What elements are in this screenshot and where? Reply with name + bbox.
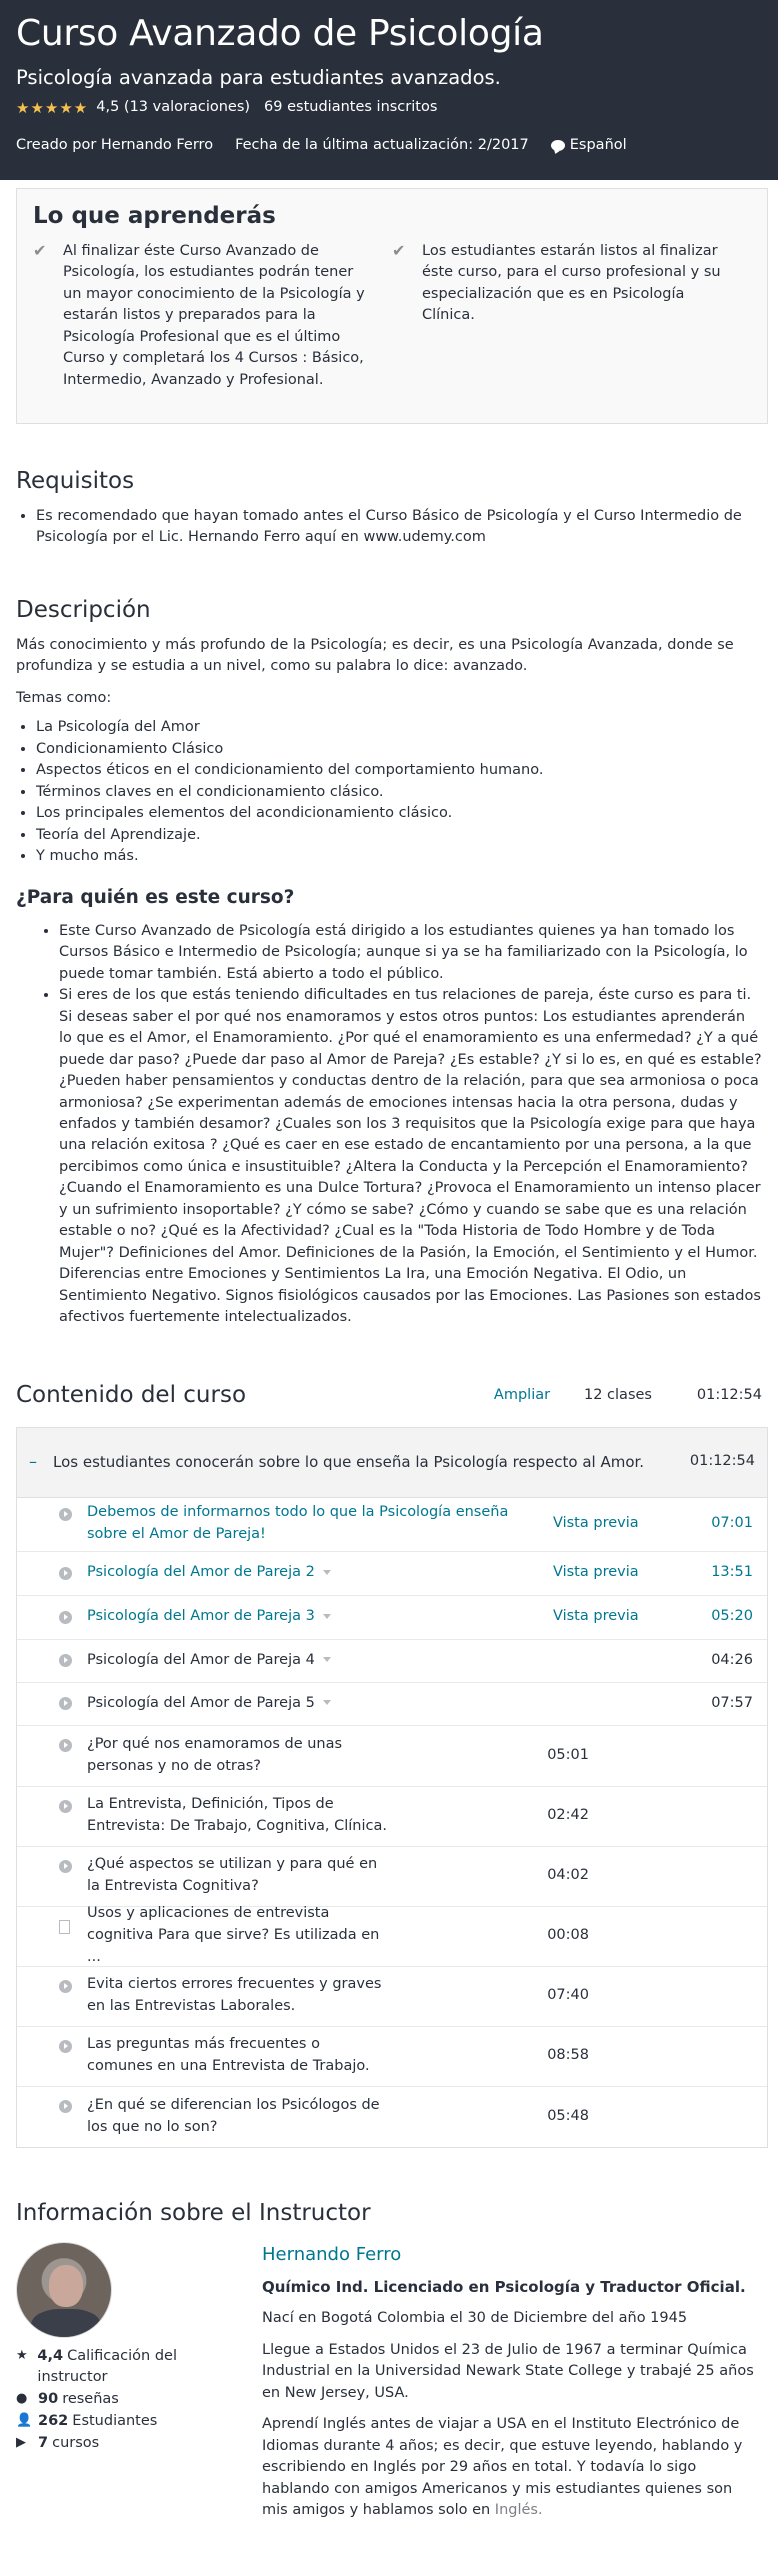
bio-paragraph: Aprendí Inglés antes de viajar a USA en el Instituto Electrónico de Idiomas durante 4 años; es decir, que estuve leyendo, hablando y escribiendo en Inglés por 29 años en total. Y todavía lo sigo hablando con amigos Americanos y mis estudiantes quienes son mis amigos y hablamos solo en Inglés. xyxy=(262,2416,743,2518)
rating-row xyxy=(16,97,762,119)
play-icon xyxy=(59,1800,72,1813)
lecture-duration: 05:20 xyxy=(711,1608,753,1625)
chapter-duration: 01:12:54 xyxy=(689,1453,755,1470)
topic-item: • Términos claves en el condicionamiento clásico. xyxy=(36,782,762,803)
bio-paragraph: Nací en Bogotá Colombia el 30 de Diciembre del año 1945 xyxy=(262,2310,688,2327)
lecture-duration: 05:01 xyxy=(547,1746,589,1763)
preview-link[interactable]: Vista previa xyxy=(553,1608,639,1625)
instructor-stats xyxy=(16,2346,246,2455)
topic-item: • Y mucho más. xyxy=(36,846,762,867)
avatar-shirt xyxy=(31,2309,101,2338)
avatar-face xyxy=(49,2265,83,2307)
chapter-title: Los estudiantes conocerán sobre lo que enseña la Psicología respecto al Amor. xyxy=(53,1452,645,1471)
lecture-row[interactable] xyxy=(17,1967,767,2027)
created-by xyxy=(16,135,213,156)
stat-courses: ▶ 7 cursos xyxy=(16,2434,100,2451)
lecture-title[interactable]: ¿Por qué nos enamoramos de unas personas y no de otras? xyxy=(87,1735,343,1774)
chevron-down-icon[interactable] xyxy=(323,1657,331,1662)
stat-students: 👤 262 Estudiantes xyxy=(16,2412,158,2429)
topic-item: • Aspectos éticos en el condicionamiento del comportamiento humano. xyxy=(36,760,762,781)
lecture-duration: 04:26 xyxy=(711,1651,753,1668)
lecture-row[interactable] xyxy=(17,1683,767,1726)
lecture-duration: 02:42 xyxy=(547,1807,589,1824)
course-content-header xyxy=(0,1378,778,1412)
collapse-icon[interactable]: – xyxy=(29,1452,37,1472)
what-you-learn-box xyxy=(16,188,768,424)
check-icon: ✔ xyxy=(392,241,406,261)
chevron-down-icon[interactable] xyxy=(323,1614,331,1619)
learn-item-text: Los estudiantes estarán listos al finalizar éste curso, para el curso profesional y su especialización que es en Psicología Clínica. xyxy=(422,243,721,324)
audience-item: • Este Curso Avanzado de Psicología está dirigido a los estudiantes quienes ya han tomado los Cursos Básico e Intermedio de Psicología; aunque si ya se ha familiarizado con la Psicología, lo puede tomar también. Está abierto a todo el público. xyxy=(59,921,762,985)
lecture-duration: 00:08 xyxy=(547,1927,589,1944)
lecture-title[interactable]: Psicología del Amor de Pareja 5 xyxy=(59,1693,553,1715)
play-icon xyxy=(59,1611,72,1624)
user-icon: 👤 xyxy=(16,2412,33,2428)
course-header xyxy=(0,0,778,180)
lecture-title[interactable]: Evita ciertos errores frecuentes y graves en las Entrevistas Laborales. xyxy=(87,1976,382,2015)
course-subtitle: Psicología avanzada para estudiantes avanzados. xyxy=(16,66,501,90)
learn-title: Lo que aprenderás xyxy=(33,203,276,229)
content-title: Contenido del curso xyxy=(16,1382,247,1409)
topics-label: Temas como: xyxy=(16,689,112,706)
preview-link[interactable]: Vista previa xyxy=(553,1515,639,1532)
lecture-title[interactable]: Psicología del Amor de Pareja 4 xyxy=(59,1650,553,1672)
star-icon: ★ xyxy=(16,2347,28,2363)
lecture-row[interactable] xyxy=(17,1847,767,1907)
lecture-row[interactable] xyxy=(17,2087,767,2147)
rating-text[interactable]: 4,5 (13 valoraciones) xyxy=(96,98,251,115)
lecture-title[interactable]: ¿Qué aspectos se utilizan y para qué en la Entrevista Cognitiva? xyxy=(87,1856,378,1895)
play-icon xyxy=(59,1980,72,1993)
lecture-title[interactable]: Psicología del Amor de Pareja 2 xyxy=(59,1562,553,1584)
instructor-name-link[interactable]: Hernando Ferro xyxy=(262,2243,402,2265)
learn-item-text: Al finalizar éste Curso Avanzado de Psicología, los estudiantes podrán tener un mayor conocimiento de la Psicología y estarán listos y preparados para la Psicología Profesional que es el último Curso y completará los 4 Cursos : Básico, Intermedio, Avanzado y Profesional. xyxy=(63,243,365,388)
requirements-title: Requisitos xyxy=(16,468,135,494)
play-icon xyxy=(59,2040,72,2053)
author-link[interactable]: Hernando Ferro xyxy=(100,136,214,153)
description-title: Descripción xyxy=(16,596,151,623)
star-rating-icon: ★★★★★ xyxy=(16,98,89,117)
meta-row xyxy=(16,135,762,156)
course-title: Curso Avanzado de Psicología xyxy=(16,13,544,54)
stat-reviews: ● 90 reseñas xyxy=(16,2391,119,2408)
lecture-duration: 07:57 xyxy=(711,1694,753,1711)
lecture-row[interactable] xyxy=(17,1726,767,1787)
instructor-job-title: Químico Ind. Licenciado en Psicología y Traductor Oficial. xyxy=(262,2278,746,2297)
avatar[interactable] xyxy=(16,2242,112,2338)
enrolled-count: 69 estudiantes inscritos xyxy=(264,98,438,115)
last-updated: Fecha de la última actualización: 2/2017 xyxy=(235,136,529,153)
lecture-duration: 04:02 xyxy=(547,1867,589,1884)
chevron-down-icon[interactable] xyxy=(323,1700,331,1705)
lecture-duration: 05:48 xyxy=(547,2107,589,2124)
description-section xyxy=(0,593,778,1329)
lecture-row[interactable] xyxy=(17,1907,767,1967)
topic-item: • Condicionamiento Clásico xyxy=(36,739,762,760)
audience-item: • Si eres de los que estás teniendo dificultades en tus relaciones de pareja, éste curso es para ti. Si deseas saber el por qué nos enamoramos y estos otros puntos: Los estudiantes aprenderán lo que es el Amor, el Enamoramiento. ¿Por qué el enamoramiento es una enfermedad? ¿Y a qué puede dar paso? ¿Puede dar paso al Amor de Pareja? ¿Es estable? ¿Y si lo es, en qué es estable? ¿Pueden haber pensamientos y conductas dentro de la relación, para que sea armoniosa o poca armoniosa? ¿Se experimentan además de emociones intensas hacia la otra persona, dudas y enfados y también desamor? ¿Cuales son los 3 requisitos que la Psicología exige para que haya una relación exitosa ? ¿Qué es caer en ese estado de encantamiento por una persona, a la que percibimos como única e insustituible? ¿Altera la Conducta y la Percepción el Enamoramiento? ¿Cuando el Enamoramiento es una Dulce Tortura? ¿Provoca el Enamoramiento un intenso placer y un sufrimiento insoportable? ¿Y cómo se sabe? ¿Cómo y cuando se sabe que es una relación estable o no? ¿Qué es la Afectividad? ¿Cual es la "Toda Historia de Todo Hombre y de Toda Mujer"? Definiciones del Amor. Definiciones de la Pasión, la Emoción, el Sentimiento y el Humor. Diferencias entre Emociones y Sentimientos La Ira, una Emoción Negativa. El Odio, un Sentimiento Negativo. Signos fisiológicos causados por las Emociones. Las Pasiones son estados afectivos fuertemente intelectualizados. xyxy=(59,985,762,1328)
bio-fade-text: Inglés. xyxy=(494,2501,543,2518)
bio-paragraph: Llegue a Estados Unidos el 23 de Julio de 1967 a terminar Química Industrial en la Universidad Newark State College y trabajé 25 años en New Jersey, USA. xyxy=(262,2341,754,2401)
instructor-bio xyxy=(246,2242,762,2522)
lecture-title[interactable]: Psicología del Amor de Pareja 3 xyxy=(59,1606,553,1628)
lecture-title[interactable]: Las preguntas más frecuentes o comunes en una Entrevista de Trabajo. xyxy=(87,2036,370,2075)
lecture-duration: 07:40 xyxy=(547,1987,589,2004)
play-icon xyxy=(59,1860,72,1873)
lecture-row[interactable] xyxy=(17,1787,767,1847)
requirements-section xyxy=(0,464,778,549)
lecture-count: 12 clases xyxy=(584,1386,652,1403)
topic-item: • Los principales elementos del acondicionamiento clásico. xyxy=(36,803,762,824)
language-label: Español xyxy=(569,136,627,153)
play-icon xyxy=(59,1697,72,1710)
play-icon xyxy=(59,2100,72,2113)
lecture-row[interactable] xyxy=(17,1498,767,1552)
total-duration: 01:12:54 xyxy=(696,1386,762,1403)
instructor-sidebar xyxy=(16,2242,246,2522)
comment-icon: ● xyxy=(16,2391,28,2407)
play-icon xyxy=(59,1508,72,1521)
learn-item xyxy=(33,241,392,391)
document-icon xyxy=(59,1920,70,1934)
lecture-duration: 08:58 xyxy=(547,2047,589,2064)
requirement-item: • Es recomendado que hayan tomado antes el Curso Básico de Psicología y el Curso Intermedio de Psicología por el Lic. Hernando Ferro aquí en www.udemy.com xyxy=(36,506,762,549)
lecture-duration: 13:51 xyxy=(711,1564,753,1581)
instructor-title: Información sobre el Instructor xyxy=(16,2199,371,2226)
curriculum xyxy=(16,1427,768,2148)
speech-bubble-icon xyxy=(551,140,565,151)
lecture-title[interactable]: ¿En qué se diferencian los Psicólogos de los que no lo son? xyxy=(87,2096,380,2135)
check-icon: ✔ xyxy=(33,241,47,261)
learn-item xyxy=(392,241,751,391)
instructor-section xyxy=(0,2242,778,2522)
description-intro: Más conocimiento y más profundo de la Psicología; es decir, es una Psicología Avanzada, donde se profundiza y se estudia a un nivel, como su palabra lo dice: avanzado. xyxy=(16,636,734,675)
lecture-row[interactable] xyxy=(17,1596,767,1640)
lecture-row[interactable] xyxy=(17,1640,767,1683)
lecture-title[interactable]: La Entrevista, Definición, Tipos de Entrevista: De Trabajo, Cognitiva, Clínica. xyxy=(87,1796,387,1835)
audience-title: ¿Para quién es este curso? xyxy=(16,886,295,908)
stat-rating: ★ 4,4 Calificación del instructor xyxy=(16,2347,177,2386)
play-icon xyxy=(59,1654,72,1667)
lecture-title[interactable]: Debemos de informarnos todo lo que la Psicología enseña sobre el Amor de Pareja! xyxy=(87,1504,509,1543)
topic-item: • La Psicología del Amor xyxy=(36,717,762,738)
lecture-title[interactable]: Usos y aplicaciones de entrevista cognitiva Para que sirve? Es utilizada en ... xyxy=(87,1905,380,1965)
expand-all-link[interactable]: Ampliar xyxy=(493,1386,551,1403)
play-icon xyxy=(59,1739,72,1752)
lecture-duration: 07:01 xyxy=(711,1515,753,1532)
created-by-label: Creado por xyxy=(16,136,97,153)
topic-item: • Teoría del Aprendizaje. xyxy=(36,825,762,846)
language xyxy=(551,135,627,156)
preview-link[interactable]: Vista previa xyxy=(553,1564,639,1581)
lecture-row[interactable] xyxy=(17,2027,767,2087)
play-icon xyxy=(59,1567,72,1580)
play-circle-icon: ▶ xyxy=(16,2434,26,2450)
chapter-header[interactable] xyxy=(17,1428,767,1498)
lecture-row[interactable] xyxy=(17,1552,767,1596)
chevron-down-icon[interactable] xyxy=(323,1570,331,1575)
